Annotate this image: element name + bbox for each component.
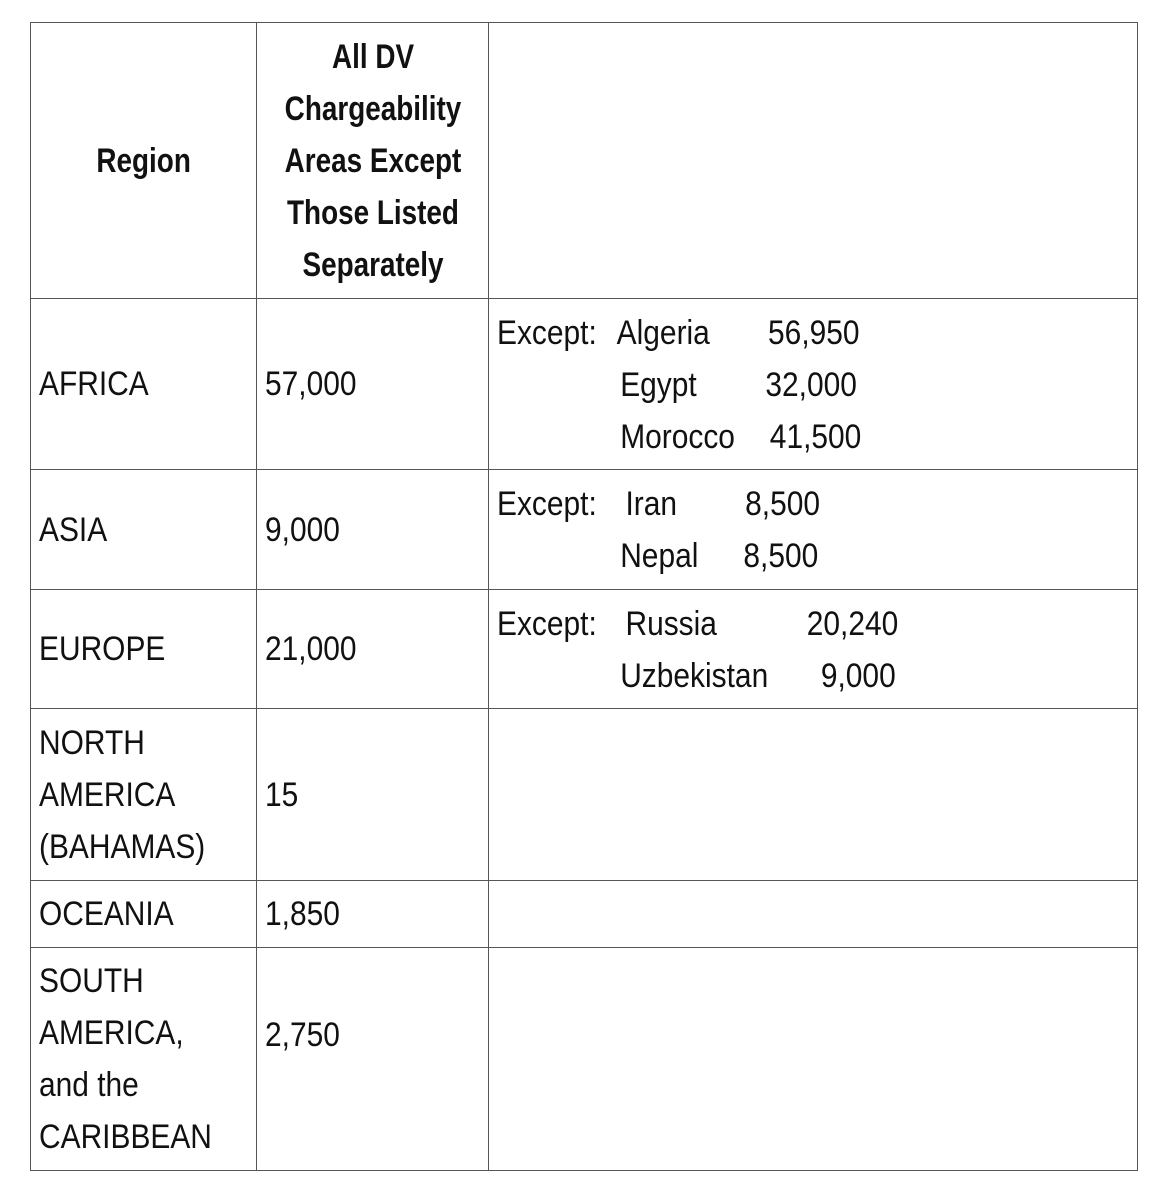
region-value: 1,850	[265, 895, 340, 933]
region-name: ASIA	[39, 510, 108, 549]
region-value: 57,000	[265, 365, 357, 403]
header-all-dv-label: All DV Chargeability Areas Except Those Listed Separately	[284, 37, 461, 284]
table-row-asia-value	[265, 470, 485, 589]
exception-country: Uzbekistan	[620, 657, 769, 695]
table-row-africa-region	[39, 299, 254, 469]
table-row-oceania-region	[39, 881, 254, 947]
region-value: 21,000	[265, 630, 357, 668]
table-row-europe-region	[39, 590, 254, 708]
table-row-north-america-value	[265, 709, 485, 880]
exceptions-asia	[497, 478, 1060, 582]
region-value: 9,000	[265, 510, 340, 549]
except-label: Except:	[497, 485, 597, 523]
region-value: 15	[265, 775, 299, 814]
table-row-south-america-value	[265, 948, 485, 1170]
region-name: SOUTH AMERICA, and the CARIBBEAN	[39, 962, 212, 1156]
exception-country: Iran	[625, 485, 678, 523]
region-name: AFRICA	[39, 365, 149, 403]
exception-value: 8,500	[743, 537, 819, 575]
region-name: NORTH AMERICA (BAHAMAS)	[39, 723, 206, 866]
header-region-label: Region	[96, 141, 191, 180]
header-region	[31, 23, 256, 298]
exceptions-europe	[497, 598, 1060, 702]
exception-value: 56,950	[768, 314, 860, 352]
table-row-africa-value	[265, 299, 485, 469]
table-row-south-america-region	[39, 948, 254, 1170]
table-row-europe-value	[265, 590, 485, 708]
exception-country: Egypt	[620, 366, 697, 404]
dv-allocation-table	[30, 22, 1138, 1171]
exception-country: Nepal	[620, 537, 699, 575]
table-row-oceania-value	[265, 881, 485, 947]
except-label: Except:	[497, 314, 597, 352]
table-row-north-america-region	[39, 709, 254, 880]
region-name: OCEANIA	[39, 895, 174, 933]
exception-value: 9,000	[820, 657, 896, 695]
exception-country: Russia	[625, 605, 717, 643]
except-label: Except:	[497, 605, 597, 643]
header-exceptions	[489, 23, 1137, 298]
exception-value: 41,500	[769, 418, 862, 456]
exception-value: 32,000	[765, 366, 857, 404]
exceptions-africa	[497, 307, 1060, 463]
exception-value: 20,240	[806, 605, 899, 643]
exception-country: Algeria	[616, 314, 710, 352]
exception-country: Morocco	[620, 418, 735, 456]
region-name: EUROPE	[39, 630, 166, 668]
region-value: 2,750	[265, 1016, 340, 1054]
table-row-asia-region	[39, 470, 254, 589]
exception-value: 8,500	[745, 485, 821, 523]
header-all-dv	[257, 23, 488, 298]
